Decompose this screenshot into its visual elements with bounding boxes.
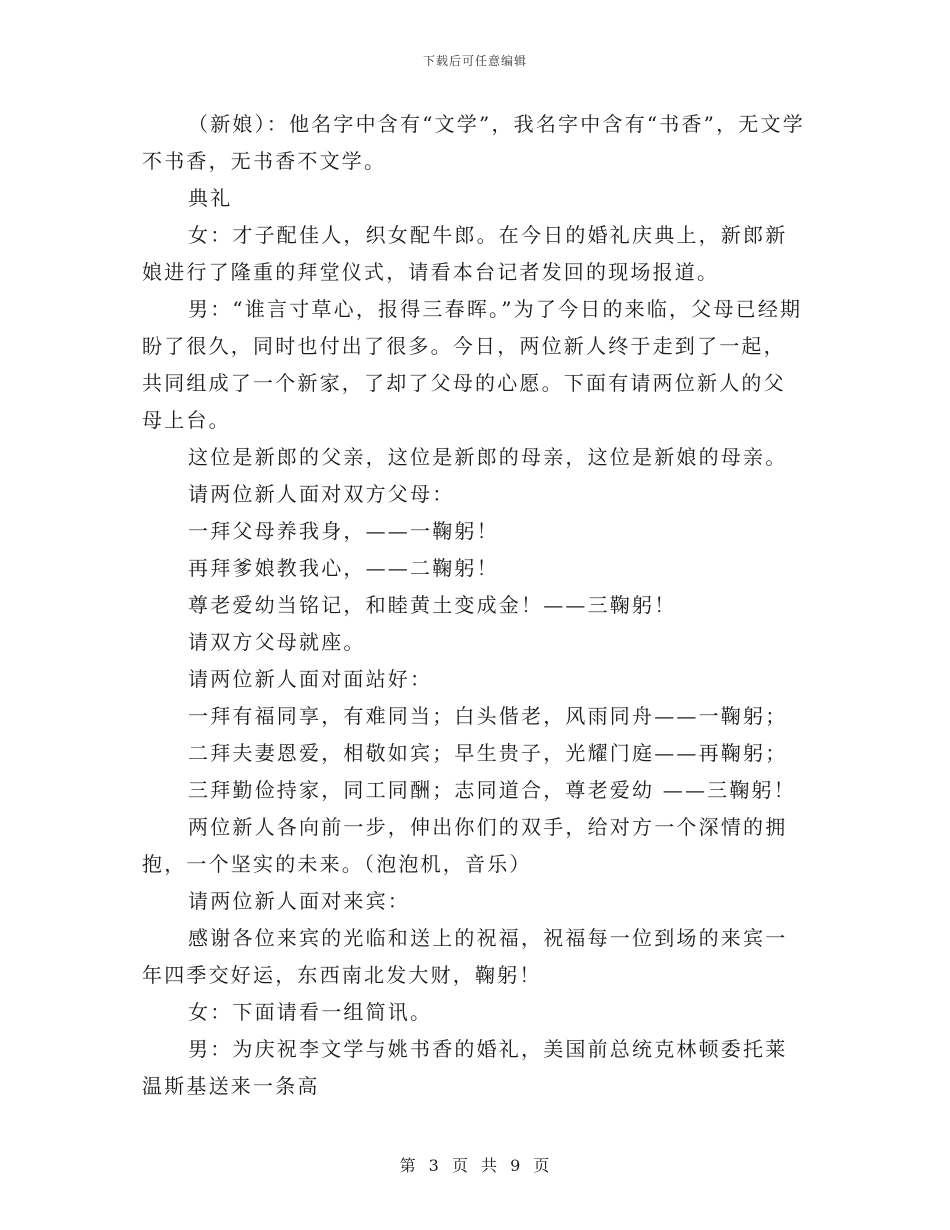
paragraph-2: 典礼 bbox=[188, 186, 233, 210]
paragraph-16: 请两位新人面对来宾： bbox=[188, 889, 410, 913]
page-header-note: 下载后可任意编辑 bbox=[422, 54, 527, 68]
paragraph-5: 这位是新郎的父亲，这位是新郎的母亲，这位是新娘的母亲。 bbox=[188, 445, 788, 469]
paragraph-12: 一拜有福同享，有难同当；白头偕老，风雨同舟——一鞠躬； bbox=[188, 704, 788, 728]
paragraph-14: 三拜勤俭持家，同工同酬；志同道合，尊老爱幼 ——三鞠躬！ bbox=[188, 778, 796, 802]
paragraph-10: 请双方父母就座。 bbox=[188, 630, 366, 654]
paragraph-19: 男：为庆祝李文学与姚书香的婚礼，美国前总统克林顿委托莱温斯基送来一条高 bbox=[142, 1037, 788, 1098]
paragraph-11: 请两位新人面对面站好： bbox=[188, 667, 433, 691]
page-number-footer: 第 3 页 共 9 页 bbox=[399, 1156, 551, 1175]
paragraph-4: 男：“谁言寸草心，报得三春晖。”为了今日的来临，父母已经期盼了很久，同时也付出了很多。今日，两位新人终于走到了一起，共同组成了一个新家，了却了父母的心愿。下面有请两位新人的父母上台。 bbox=[142, 297, 803, 432]
paragraph-6: 请两位新人面对双方父母： bbox=[188, 482, 455, 506]
paragraph-3: 女：才子配佳人，织女配牛郎。在今日的婚礼庆典上，新郎新娘进行了隆重的拜堂仪式，请看本台记者发回的现场报道。 bbox=[142, 223, 788, 284]
paragraph-17: 感谢各位来宾的光临和送上的祝福，祝福每一位到场的来宾一年四季交好运，东西南北发大财，鞠躬！ bbox=[142, 926, 788, 987]
paragraph-8: 再拜爹娘教我心，——二鞠躬！ bbox=[188, 556, 499, 580]
paragraph-9: 尊老爱幼当铭记，和睦黄土变成金！——三鞠躬！ bbox=[188, 593, 677, 617]
paragraph-13: 二拜夫妻恩爱，相敬如宾；早生贵子，光耀门庭——再鞠躬； bbox=[188, 741, 788, 765]
document-body bbox=[142, 106, 807, 1105]
paragraph-15: 两位新人各向前一步，伸出你们的双手，给对方一个深情的拥抱，一个坚实的未来。（泡泡机，音乐） bbox=[142, 815, 788, 876]
paragraph-18: 女：下面请看一组简讯。 bbox=[188, 1000, 433, 1024]
paragraph-1: （新娘）：他名字中含有“文学”，我名字中含有“书香”，无文学不书香，无书香不文学。 bbox=[142, 112, 805, 173]
paragraph-7: 一拜父母养我身，——一鞠躬！ bbox=[188, 519, 499, 543]
